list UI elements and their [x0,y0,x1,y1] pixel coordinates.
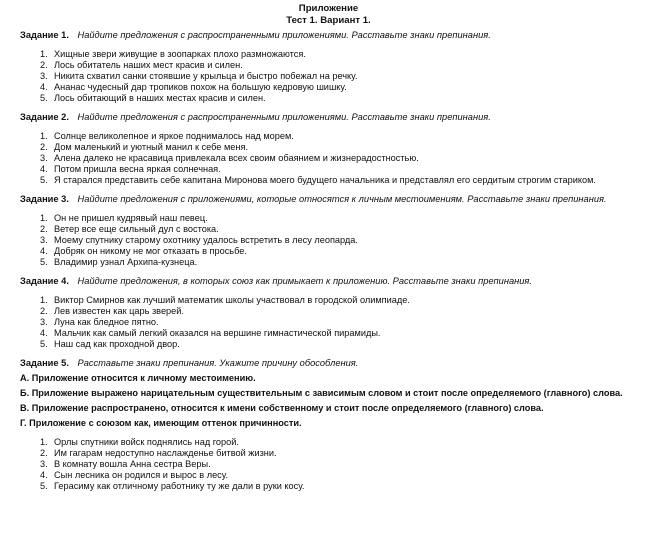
task-2-label: Задание 2. [20,112,69,122]
list-item: 4. Ананас чудесный дар тропиков похож на большую кедровую шишку. [40,82,637,93]
task-1-label: Задание 1. [20,30,69,40]
list-item: 4. Мальчик как самый легкий оказался на вершине гимнастической пирамиды. [40,328,637,339]
task-4 [20,276,637,350]
task-3-instruction: Найдите предложения с приложениями, которые относятся к личным местоимениям. Расставьте знаки препинания. [77,194,607,204]
list-item: 3. Никита схватил санки стоявшие у крыльца и быстро побежал на речку. [40,71,637,82]
sentence-text: Хищные звери живущие в зоопарках плохо размножаются. [54,49,306,59]
task-4-sentence-list [20,295,637,350]
task-1-instruction: Найдите предложения с распространенными приложениями. Расставьте знаки препинания. [77,30,491,40]
sentence-text: Сын лесника он родился и вырос в лесу. [54,470,229,480]
sentence-text: Лев известен как царь зверей. [54,306,184,316]
sentence-text: Дом маленький и уютный манил к себе меня. [54,142,249,152]
task-2-header [20,112,637,123]
sentence-text: Моему спутнику старому охотнику удалось встретить в лесу леопарда. [54,235,358,245]
task-4-instruction: Найдите предложения, в которых союз как примыкает к приложению. Расставьте знаки препинания. [77,276,532,286]
task-2-instruction: Найдите предложения с распространенными приложениями. Расставьте знаки препинания. [77,112,491,122]
sentence-text: Виктор Смирнов как лучший математик школы участвовал в городской олимпиаде. [54,295,410,305]
reason-option-a: А. Приложение относится к личному местоимению. [20,373,256,383]
sentence-text: Солнце великолепное и яркое поднималось над морем. [54,131,294,141]
task-5-label: Задание 5. [20,358,69,368]
task-3 [20,194,637,268]
sentence-text: Наш сад как проходной двор. [54,339,180,349]
list-item: 5. Наш сад как проходной двор. [40,339,637,350]
list-item: 1. Он не пришел кудрявый наш певец. [40,213,637,224]
sentence-text: Луна как бледное пятно. [54,317,159,327]
sentence-text: Им гагарам недоступно наслажденье битвой жизни. [54,448,277,458]
list-item: 4. Добряк он никому не мог отказать в просьбе. [40,246,637,257]
list-item: 5. Герасиму как отличному работнику ту же дали в руки косу. [40,481,637,492]
task-1 [20,30,637,104]
task-2-sentence-list [20,131,637,186]
task-3-sentence-list [20,213,637,268]
list-item: 2. Лось обитатель наших мест красив и силен. [40,60,637,71]
sentence-text: Герасиму как отличному работнику ту же дали в руки косу. [54,481,305,491]
sentence-text: Лось обитатель наших мест красив и силен. [54,60,243,70]
task-5-sentence-list [20,437,637,492]
list-item: 4. Потом пришла весна яркая солнечная. [40,164,637,175]
list-item: 1. Хищные звери живущие в зоопарках плохо размножаются. [40,49,637,60]
task-5-instruction: Расставьте знаки препинания. Укажите причину обособления. [77,358,359,368]
list-item: 1. Орлы спутники войск поднялись над горой. [40,437,637,448]
task-2 [20,112,637,186]
list-item: 5. Лось обитающий в наших местах красив и силен. [40,93,637,104]
reason-option-d: Г. Приложение с союзом как, имеющим оттенок причинности. [20,418,302,428]
task-5-header [20,358,637,369]
sentence-text: Ананас чудесный дар тропиков похож на большую кедровую шишку. [54,82,347,92]
list-item: 1. Солнце великолепное и яркое поднималось над морем. [40,131,637,142]
test-variant-heading: Тест 1. Вариант 1. [286,15,371,26]
list-item: 3. Луна как бледное пятно. [40,317,637,328]
list-item: 2. Лев известен как царь зверей. [40,306,637,317]
list-item: 4. Сын лесника он родился и вырос в лесу. [40,470,637,481]
sentence-text: Владимир узнал Архипа-кузнеца. [54,257,198,267]
task-1-sentence-list [20,49,637,104]
sentence-text: Я старался представить себе капитана Миронова моего будущего начальника и представлял его сердитым строгим стариком. [54,175,596,185]
list-item: 5. Я старался представить себе капитана Миронова моего будущего начальника и представлял его сердитым строгим стариком. [40,175,637,186]
task-3-label: Задание 3. [20,194,69,204]
sentence-text: Никита схватил санки стоявшие у крыльца и быстро побежал на речку. [54,71,358,81]
reason-option-b: Б. Приложение выражено нарицательным существительным с зависимым словом и стоит после определяемого (главного) слова. [20,388,623,398]
task-4-label: Задание 4. [20,276,69,286]
sentence-text: Он не пришел кудрявый наш певец. [54,213,208,223]
sentence-text: Добряк он никому не мог отказать в просьбе. [54,246,247,256]
sentence-text: Потом пришла весна яркая солнечная. [54,164,221,174]
list-item: 3. В комнату вошла Анна сестра Веры. [40,459,637,470]
list-item: 2. Им гагарам недоступно наслажденье битвой жизни. [40,448,637,459]
list-item: 3. Алена далеко не красавица привлекала всех своим обаянием и жизнерадостностью. [40,153,637,164]
sentence-text: Ветер все еще сильный дул с востока. [54,224,219,234]
task-4-header [20,276,637,287]
list-item: 5. Владимир узнал Архипа-кузнеца. [40,257,637,268]
sentence-text: Алена далеко не красавица привлекала всех своим обаянием и жизнерадостностью. [54,153,419,163]
sentence-text: Орлы спутники войск поднялись над горой. [54,437,239,447]
task-5 [20,358,637,492]
list-item: 1. Виктор Смирнов как лучший математик школы участвовал в городской олимпиаде. [40,295,637,306]
task-3-header [20,194,637,205]
sentence-text: Лось обитающий в наших местах красив и силен. [54,93,266,103]
sentence-text: В комнату вошла Анна сестра Веры. [54,459,211,469]
list-item: 2. Ветер все еще сильный дул с востока. [40,224,637,235]
sentence-text: Мальчик как самый легкий оказался на вершине гимнастической пирамиды. [54,328,381,338]
task-1-header [20,30,637,41]
list-item: 3. Моему спутнику старому охотнику удалось встретить в лесу леопарда. [40,235,637,246]
reason-option-c: В. Приложение распространено, относится к имени собственному и стоит после определяемого (главного) слова. [20,403,544,413]
document-title: Приложение [298,3,359,14]
list-item: 2. Дом маленький и уютный манил к себе меня. [40,142,637,153]
